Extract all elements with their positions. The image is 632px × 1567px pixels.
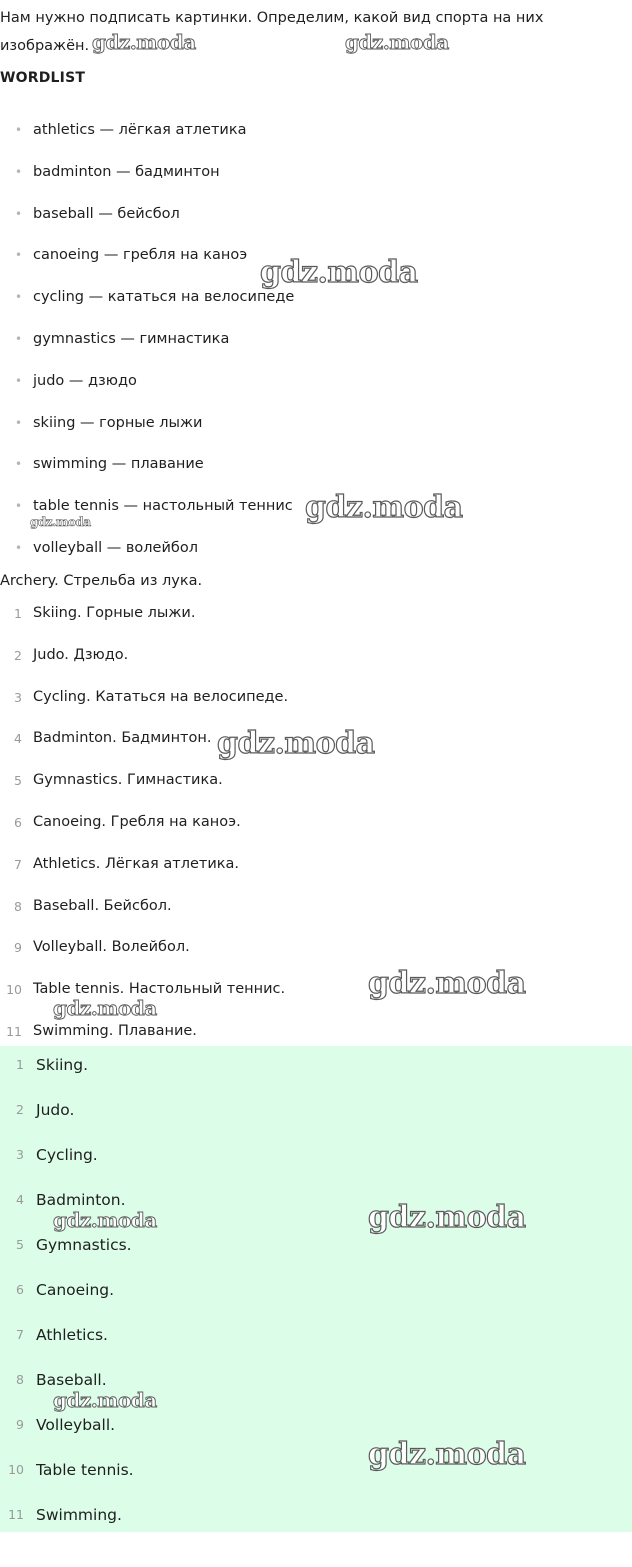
item-number: 3 [16, 1147, 24, 1162]
watermark: gdz.moda [217, 726, 375, 761]
list-item: • judo — дзюдо [0, 361, 632, 403]
list-item: 9 Volleyball. [0, 1406, 632, 1451]
list-item: 7 Athletics. [0, 1316, 632, 1361]
translations-list [0, 592, 632, 1052]
item-number: 8 [16, 1372, 24, 1387]
item-number: 11 [8, 1507, 24, 1522]
item-number: 7 [16, 1327, 24, 1342]
item-number: 6 [14, 814, 22, 830]
item-number: 8 [14, 898, 22, 914]
list-item: • volleyball — волейбол [0, 528, 632, 570]
list-item: 7 Athletics. Лёгкая атлетика. [0, 843, 632, 885]
list-item: • table tennis — настольный теннис [0, 486, 632, 528]
list-item: 2 Judo. [0, 1091, 632, 1136]
list-item: 5 Gymnastics. Гимнастика. [0, 759, 632, 801]
list-item: 4 Badminton. [0, 1181, 632, 1226]
list-item: 8 Baseball. Бейсбол. [0, 885, 632, 927]
bullet-icon: • [15, 540, 23, 555]
bullet-icon: • [15, 248, 23, 263]
archery-line: Archery. Стрельба из лука. [0, 573, 203, 589]
list-item: 2 Judo. Дзюдо. [0, 634, 632, 676]
intro-text: Нам нужно подписать картинки. Определим, какой вид спорта на них изображён. [0, 10, 544, 54]
wordlist-heading: WORDLIST [0, 70, 86, 86]
watermark: gdz.moda [368, 966, 526, 1001]
item-number: 1 [16, 1057, 24, 1072]
item-number: 5 [14, 773, 22, 789]
wordlist [0, 110, 632, 570]
list-item: • cycling — кататься на велосипеде [0, 277, 632, 319]
watermark: gdz.moda [92, 30, 196, 54]
list-item: • badminton — бадминтон [0, 152, 632, 194]
bullet-icon: • [15, 373, 23, 388]
item-number: 10 [8, 1462, 24, 1477]
list-item: • swimming — плавание [0, 444, 632, 486]
list-item: 8 Baseball. [0, 1361, 632, 1406]
item-number: 7 [14, 856, 22, 872]
bullet-icon: • [15, 331, 23, 346]
list-item: 6 Canoeing. [0, 1271, 632, 1316]
item-number: 4 [16, 1192, 24, 1207]
item-number: 9 [16, 1417, 24, 1432]
answer-block [0, 1046, 632, 1532]
bullet-icon: • [15, 123, 23, 137]
item-number: 2 [14, 647, 22, 663]
bullet-icon: • [15, 499, 23, 514]
bullet-icon: • [15, 415, 23, 430]
watermark: gdz.moda [53, 996, 157, 1020]
list-item: 9 Volleyball. Волейбол. [0, 926, 632, 968]
item-number: 9 [14, 940, 22, 956]
item-number: 1 [14, 606, 22, 621]
list-item: 1 Skiing. Горные лыжи. [0, 592, 632, 634]
list-item: • athletics — лёгкая атлетика [0, 110, 632, 152]
list-item: 4 Badminton. Бадминтон. [0, 717, 632, 759]
bullet-icon: • [15, 457, 23, 472]
list-item: 10 Table tennis. [0, 1451, 632, 1496]
item-number: 2 [16, 1102, 24, 1117]
item-number: 6 [16, 1282, 24, 1297]
list-item: 3 Cycling. [0, 1136, 632, 1181]
item-number: 4 [14, 731, 22, 747]
watermark: gdz.moda [305, 490, 463, 525]
item-number: 5 [16, 1237, 24, 1252]
bullet-icon: • [15, 290, 23, 305]
watermark: gdz.moda [30, 515, 91, 529]
list-item: 6 Canoeing. Гребля на каноэ. [0, 801, 632, 843]
bullet-icon: • [15, 164, 23, 179]
list-item: • skiing — горные лыжи [0, 403, 632, 445]
list-item: • gymnastics — гимнастика [0, 319, 632, 361]
item-number: 11 [6, 1023, 22, 1039]
watermark: gdz.moda [53, 1208, 157, 1232]
list-item: 11 Swimming. Плавание. [0, 1010, 632, 1052]
answers-list [0, 1046, 632, 1541]
watermark: gdz.moda [345, 30, 449, 54]
list-item: 11 Swimming. [0, 1496, 632, 1541]
watermark: gdz.moda [368, 1437, 526, 1472]
bullet-icon: • [15, 206, 23, 221]
list-item: 1 Skiing. [0, 1046, 632, 1091]
watermark: gdz.moda [368, 1200, 526, 1235]
list-item: 3 Cycling. Кататься на велосипеде. [0, 676, 632, 718]
watermark: gdz.moda [53, 1388, 157, 1412]
item-number: 10 [6, 982, 22, 998]
list-item: • baseball — бейсбол [0, 194, 632, 236]
list-item: • canoeing — гребля на каноэ [0, 235, 632, 277]
list-item: 10 Table tennis. Настольный теннис. [0, 968, 632, 1010]
list-item: 5 Gymnastics. [0, 1226, 632, 1271]
item-number: 3 [14, 689, 22, 705]
watermark: gdz.moda [260, 255, 418, 290]
